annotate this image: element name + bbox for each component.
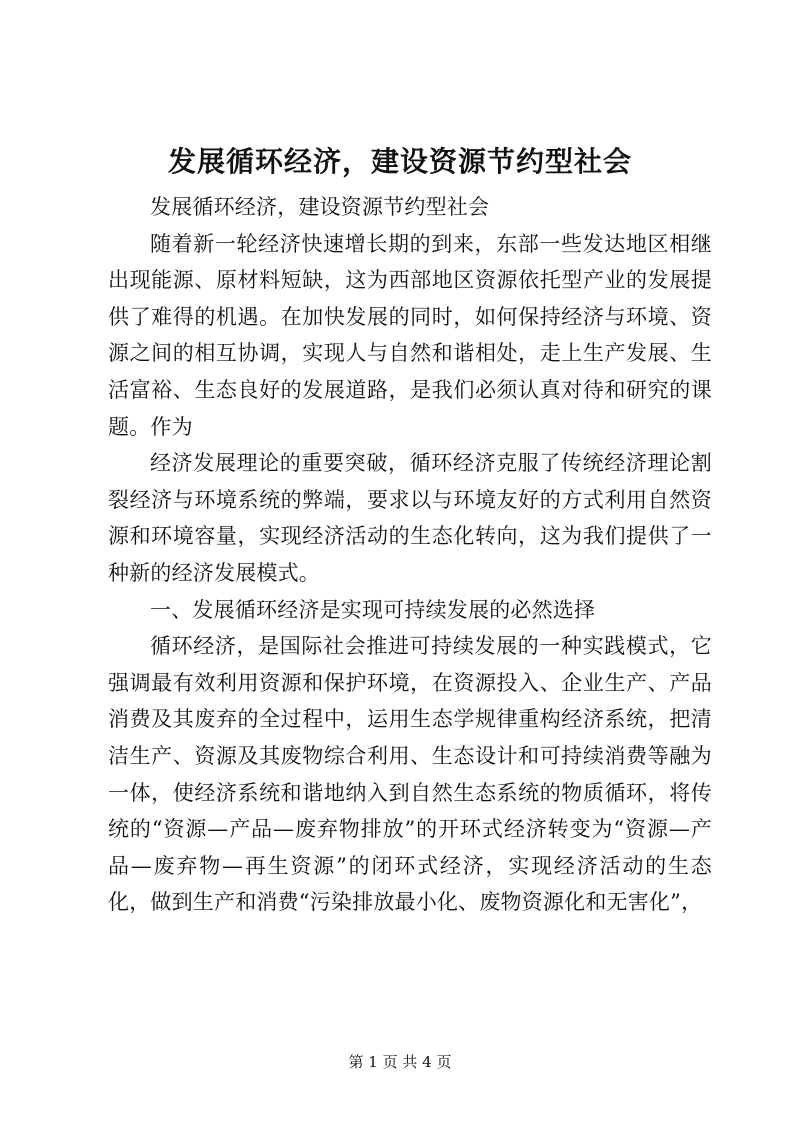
paragraph-circular-economy: 循环经济，是国际社会推进可持续发展的一种实践模式，它强调最有效利用资源和保护环境，在资源投入、企业生产、产品消费及其废弃的全过程中，运用生态学规律重构经济系统，把清洁生产、资源及其废物综合利用、生态设计和可持续消费等融为一体，使经济系统和谐地纳入到自然生态系统的物质循环，将传统的“资源—产品—废弃物排放”的开环式经济转变为“资源—产品—废弃物—再生资源”的闭环式经济，实现经济活动的生态化，做到生产和消费“污染排放最小化、废物资源化和无害化”， [108, 634, 712, 915]
paragraph-intro: 随着新一轮经济快速增长期的到来，东部一些发达地区相继出现能源、原材料短缺，这为西部地区资源依托型产业的发展提供了难得的机遇。在加快发展的同时，如何保持经济与环境、资源之间的相互协调，实现人与自然和谐相处，走上生产发展、生活富裕、生态良好的发展道路，是我们必须认真对待和研究的课题。作为 [108, 231, 712, 439]
paragraph-theory: 经济发展理论的重要突破，循环经济克服了传统经济理论割裂经济与环境系统的弊端，要求以与环境友好的方式利用自然资源和环境容量，实现经济活动的生态化转向，这为我们提供了一种新的经济发展模式。 [108, 451, 712, 585]
document-body [108, 189, 712, 921]
section-heading: 一、发展循环经济是实现可持续发展的必然选择 [150, 597, 596, 622]
page-footer: 第 1 页 共 4 页 [348, 1053, 452, 1071]
document-title: 发展循环经济，建设资源节约型社会 [167, 145, 632, 178]
paragraph-subtitle: 发展循环经济，建设资源节约型社会 [150, 195, 490, 219]
